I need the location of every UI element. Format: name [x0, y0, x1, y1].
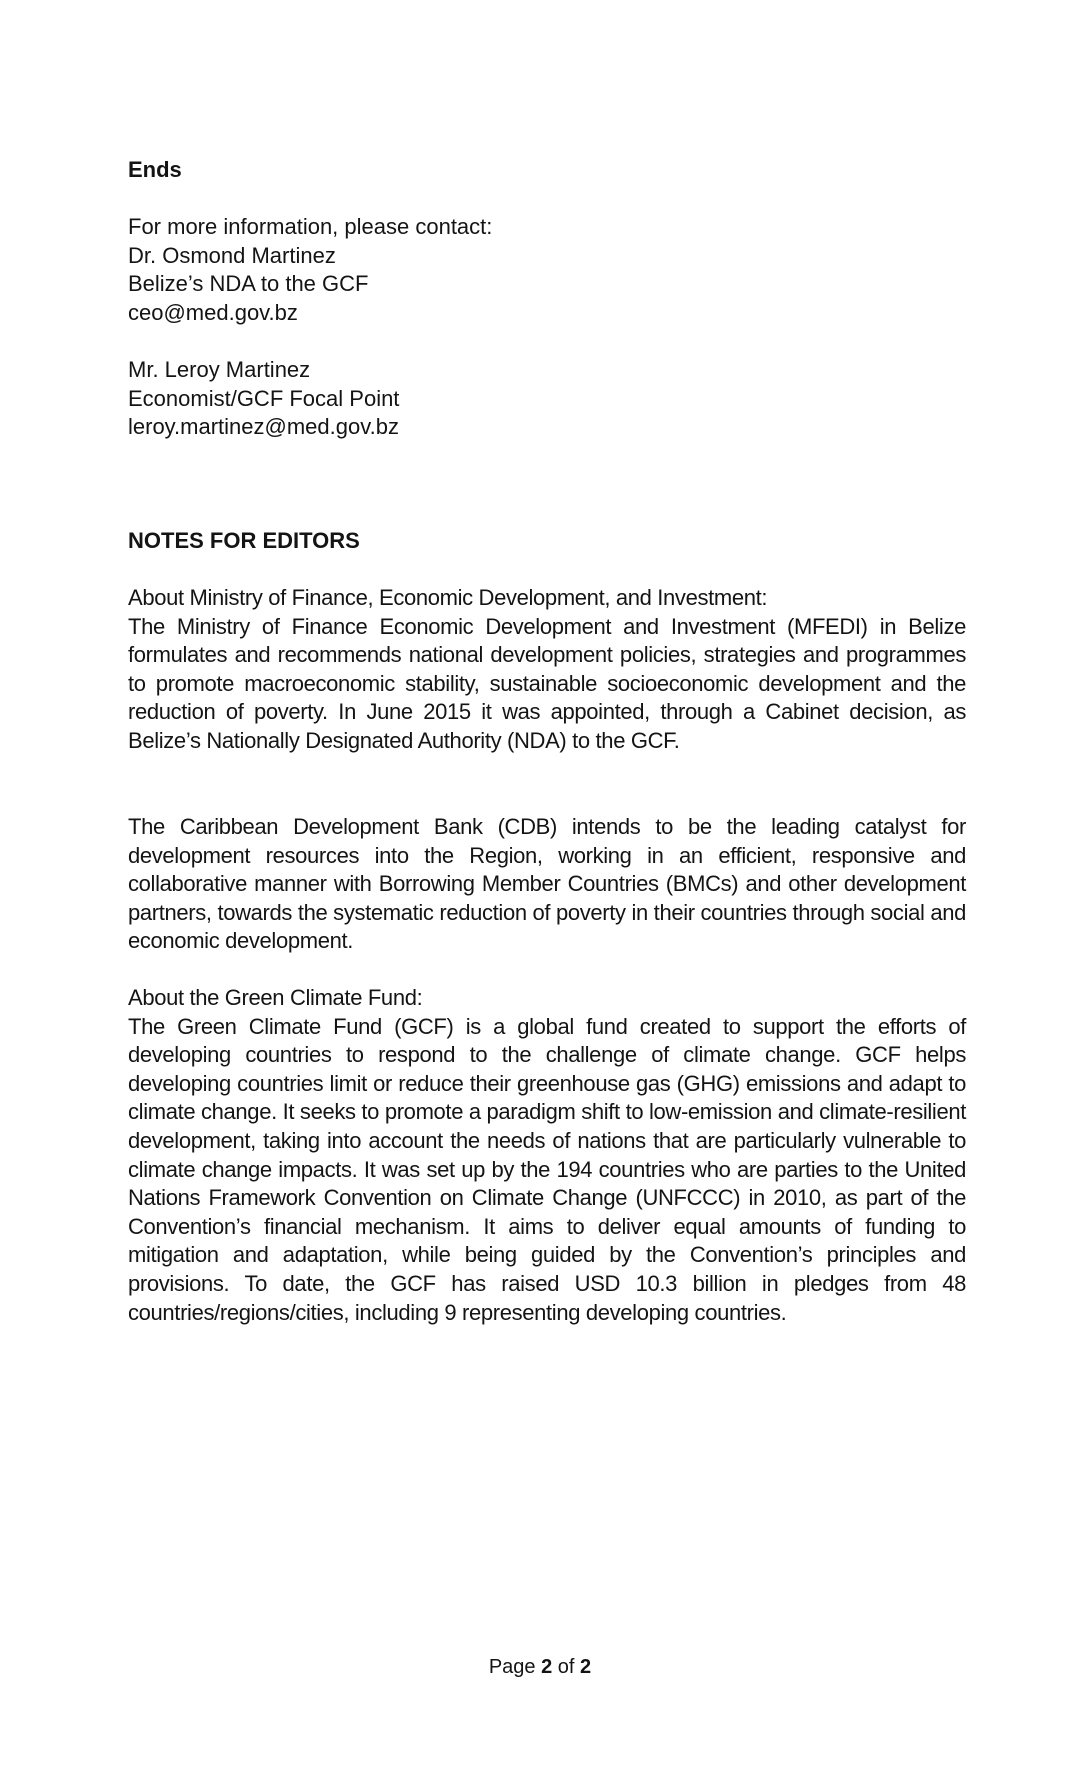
- primary-contact-role: Belize’s NDA to the GCF: [128, 271, 369, 297]
- total-pages-number: 2: [580, 1656, 592, 1678]
- contact-intro: For more information, please contact:: [128, 214, 493, 239]
- contact-section: [128, 213, 966, 442]
- page-word: Page: [488, 1656, 536, 1678]
- primary-contact-name: Dr. Osmond Martinez: [128, 242, 336, 268]
- mfedi-section: [128, 584, 966, 756]
- primary-contact-email[interactable]: ceo@med.gov.bz: [128, 299, 298, 325]
- secondary-contact-role: Economist/GCF Focal Point: [128, 385, 400, 411]
- mfedi-body: The Ministry of Finance Economic Development and Investment (MFEDI) in Belize formulates and recommends national development policies, strategies and programmes to promote macroeconomic stability, sustainable socioeconomic development and the reduction of poverty. In June 2015 it was appointed, through a Cabinet decision, as Belize’s Nationally Designated Authority (NDA) to the GCF.: [128, 613, 966, 753]
- current-page-number: 2: [541, 1656, 553, 1678]
- ends-label: Ends: [128, 157, 182, 182]
- notes-heading: NOTES FOR EDITORS: [128, 528, 360, 553]
- secondary-contact-name: Mr. Leroy Martinez: [128, 356, 311, 382]
- secondary-contact-email[interactable]: leroy.martinez@med.gov.bz: [128, 414, 399, 440]
- of-word: of: [557, 1656, 575, 1678]
- contact-spacer: [128, 327, 966, 356]
- gcf-title: About the Green Climate Fund:: [128, 985, 423, 1010]
- mfedi-title: About Ministry of Finance, Economic Development, and Investment:: [128, 585, 768, 610]
- cdb-paragraph: The Caribbean Development Bank (CDB) intends to be the leading catalyst for development resources into the Region, working in an efficient, responsive and collaborative manner with Borrowing Member Countries (BMCs) and other development partners, towards the systematic reduction of poverty in their countries through social and economic development.: [128, 814, 966, 954]
- page-number-footer: [0, 1654, 1080, 1680]
- gcf-body: The Green Climate Fund (GCF) is a global fund created to support the efforts of developing countries to respond to the challenge of climate change. GCF helps developing countries limit or reduce their greenhouse gas (GHG) emissions and adapt to climate change. It seeks to promote a paradigm shift to low-emission and climate-resilient development, taking into account the needs of nations that are particularly vulnerable to climate change impacts. It was set up by the 194 countries who are parties to the United Nations Framework Convention on Climate Change (UNFCCC) in 2010, as part of the Convention’s financial mechanism. It aims to deliver equal amounts of funding to mitigation and adaptation, while being guided by the Convention’s principles and provisions. To date, the GCF has raised USD 10.3 billion in pledges from 48 countries/regions/cities, including 9 representing developing countries.: [128, 1013, 966, 1325]
- gcf-section: [128, 984, 966, 1327]
